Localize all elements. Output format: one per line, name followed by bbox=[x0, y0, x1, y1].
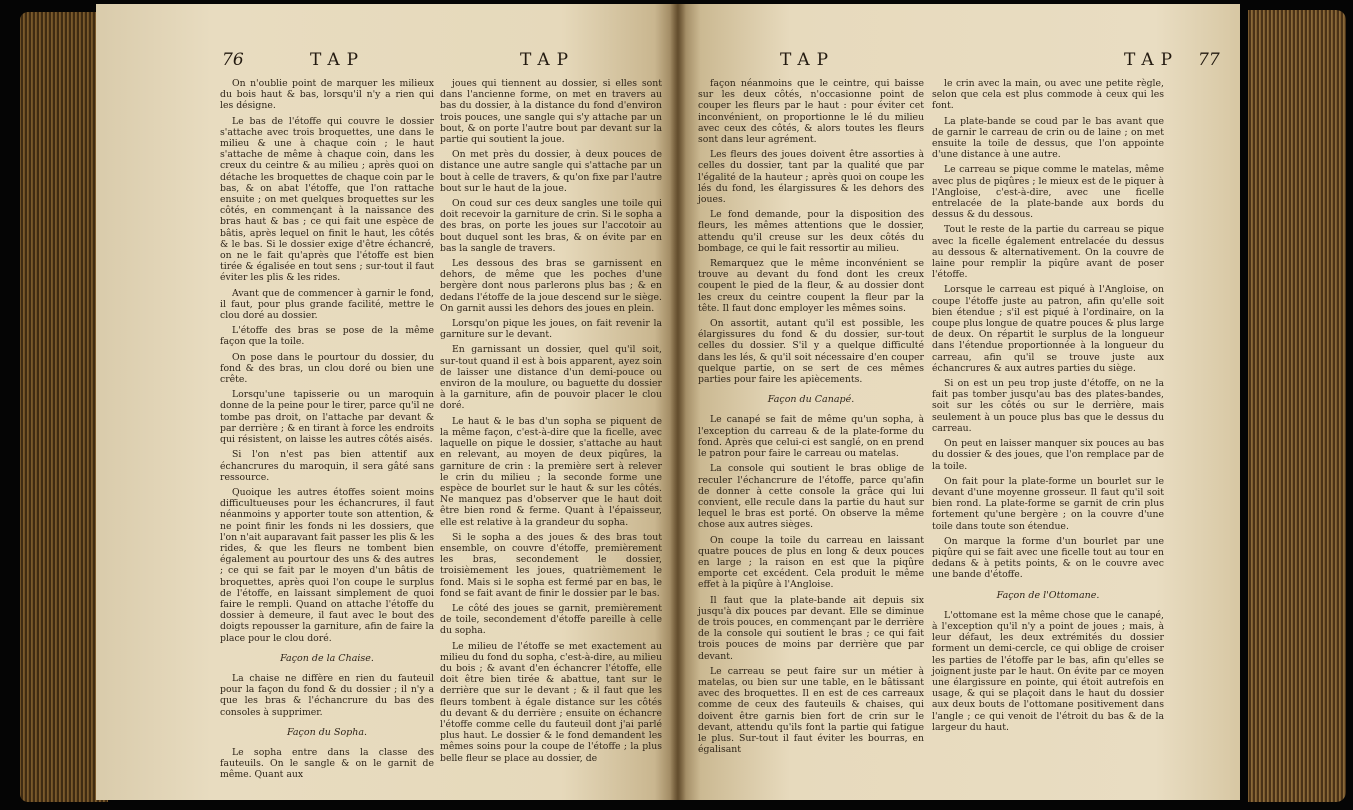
paragraph: Le côté des joues se garnit, premièrement de toile, secondement d'étoffe pareille à celle du sopha. bbox=[440, 602, 662, 637]
section-heading: Façon de l'Ottomane. bbox=[996, 589, 1100, 601]
running-head-left-1: TAP bbox=[310, 50, 366, 70]
left-page-edges bbox=[20, 12, 108, 802]
right-page bbox=[678, 4, 1240, 800]
paragraph: La console qui soutient le bras oblige de reculer l'échancrure de l'étoffe, parce qu'afin de donner à cette console la grâce qui lui convient, elle recule dans la partie du haut sur lequel le bras est porté. On observe la même chose aux autres sièges. bbox=[698, 463, 924, 531]
right-page-column-2 bbox=[932, 78, 1164, 738]
page-number-right: 77 bbox=[1198, 50, 1220, 70]
running-head-right-2: TAP bbox=[1124, 50, 1180, 70]
paragraph: On met près du dossier, à deux pouces de distance une autre sangle qui s'attache par un bout à celle de travers, & qu'on fixe par l'autre bout sur le haut de la joue. bbox=[440, 149, 662, 194]
paragraph: Les fleurs des joues doivent être assorties à celles du dossier, tant par la qualité que par l'égalité de la hauteur ; après quoi on coupe les lés du fond, les élargissures & les dehors des joues. bbox=[698, 149, 924, 206]
running-head-left-2: TAP bbox=[520, 50, 576, 70]
paragraph: façon néanmoins que le ceintre, qui baisse sur les deux côtés, n'occasionne point de couper les fleurs par le haut : pour éviter cet inconvénient, on proportionne le lé du milieu avec ceux des côtés, & alors toutes les fleurs sont dans leur agrément. bbox=[698, 78, 924, 146]
paragraph: Lorsque le carreau est piqué à l'Angloise, on coupe l'étoffe juste au patron, afin qu'elle soit bien étendue ; s'il est piqué à l'ordinaire, on la coupe plus longue de quatre pouces & plus large de deux. On répartit le surplus de la longueur dans l'étendue proportionnée à la longueur du carreau, afin qu'il se trouve juste aux échancrures & aux autres parties du siège. bbox=[932, 284, 1164, 374]
paragraph: On pose dans le pourtour du dossier, du fond & des bras, un clou doré ou bien une crête. bbox=[220, 351, 434, 386]
paragraph: On coupe la toile du carreau en laissant quatre pouces de plus en long & deux pouces en large ; la raison en est que la piqûre emporte cet excédent. Cela produit le même effet à la piqûre à l'Angloise. bbox=[698, 534, 924, 591]
right-page-column-1 bbox=[698, 78, 924, 756]
paragraph: Avant que de commencer à garnir le fond, il faut, pour plus grande facilité, mettre le clou doré au dossier. bbox=[220, 287, 434, 322]
paragraph: Quoique les autres étoffes soient moins difficultueuses pour les échancrures, il faut néanmoins y apporter toute son attention, & ne point finir les fonds ni les dossiers, que l'on n'ait auparavant fait passer les plis & les rides, & que les fleurs ne tombent bien également au pourtour des uns & des autres ; ce qui se fait par le moyen d'un bâtis de broquettes, après quoi l'on coupe le surplus de l'étoffe, en laissant simplement de quoi faire le rempli. Quand on attache l'étoffe du dossier à demeure, il faut avec le bout des doigts repousser la garniture, afin de faire la place pour le clou doré. bbox=[220, 486, 434, 644]
paragraph: La chaise ne diffère en rien du fauteuil pour la façon du fond & du dossier ; il n'y a que les bras & l'échancrure du bas des consoles à supprimer. bbox=[220, 672, 434, 718]
paragraph: L'ottomane est la même chose que le canapé, à l'exception qu'il n'y a point de joues ; mais, à leur défaut, les deux extrémités du dossier forment un demi-cercle, ce qui oblige de croiser les parties de l'étoffe par le bas, afin qu'elles se joignent juste par le haut. On évite par ce moyen une élargissure en pointe, qui étoit autrefois en usage, & qui se plaçoit dans le haut du dossier aux deux bouts de l'ottomane positivement dans l'angle ; ce qui venoit de l'étroit du bas & de la largeur du haut. bbox=[932, 609, 1164, 733]
paragraph: Le fond demande, pour la disposition des fleurs, les mêmes attentions que le dossier, attendu qu'il creuse sur les deux côtés du bombage, ce qui le fait ressortir au milieu. bbox=[698, 209, 924, 254]
paragraph: On n'oublie point de marquer les milieux du bois haut & bas, lorsqu'il n'y a rien qui les désigne. bbox=[220, 78, 434, 112]
section-heading: Façon du Sopha. bbox=[286, 726, 368, 738]
page-number-left: 76 bbox=[222, 50, 244, 70]
paragraph: Le canapé se fait de même qu'un sopha, à l'exception du carreau & de la plate-forme du fond. Après que celui-ci est sanglé, on en prend le patron pour faire le carreau ou matelas. bbox=[698, 414, 924, 460]
paragraph: Le carreau se pique comme le matelas, même avec plus de piqûres ; le mieux est de le piquer à l'Angloise, c'est-à-dire, avec une ficelle entrelacée de la plate-bande aux bords du dessus & du dessous. bbox=[932, 164, 1164, 221]
paragraph: Lorsqu'on pique les joues, on fait revenir la garniture sur le devant. bbox=[440, 318, 662, 341]
left-page-column-2 bbox=[440, 78, 662, 764]
paragraph: Le bas de l'étoffe qui couvre le dossier s'attache avec trois broquettes, une dans le milieu & une à chaque coin ; le haut s'attache de même à chaque coin, dans les creux du ceintre & au milieu ; après quoi on détache les broquettes de chaque coin par le bas, & on abat l'étoffe, que l'on rattache ensuite ; on met quelques broquettes sur les côtés, en commençant à la naissance des bras haut & bas ; ce qui fait une espèce de bâtis, après lequel on finit le haut, les côtés & le bas. Si le dossier exige d'être échancré, on ne le fait qu'après que l'étoffe est bien tirée & égalisée en tout sens ; sur-tout il faut éviter les plis & les rides. bbox=[220, 115, 434, 284]
paragraph: L'étoffe des bras se pose de la même façon que la toile. bbox=[220, 325, 434, 348]
paragraph: Le sopha entre dans la classe des fauteuils. On le sangle & on le garnit de même. Quant aux bbox=[220, 746, 434, 781]
paragraph: Si le sopha a des joues & des bras tout ensemble, on couvre d'étoffe, premièrement les bras, secondement le dossier, troisièmement les joues, quatrièmement le fond. Mais si le sopha est fermé par en bas, le fond se fait avant de finir le dossier par le bas. bbox=[440, 531, 662, 599]
paragraph: Il faut que la plate-bande ait depuis six jusqu'à dix pouces par devant. Elle se diminue de trois pouces, en commençant par le derrière de la console qui soutient le bras ; ce qui fait trois pouces de moins par derrière que par devant. bbox=[698, 594, 924, 662]
paragraph: On fait pour la plate-forme un bourlet sur le devant d'une moyenne grosseur. Il faut qu'il soit bien rond. La plate-forme se garnit de crin plus fortement qu'une bergère ; on la couvre d'une toile dans toute son étendue. bbox=[932, 475, 1164, 532]
left-page-column-1 bbox=[220, 78, 434, 781]
running-head-right-1: TAP bbox=[780, 50, 836, 70]
left-page bbox=[96, 4, 678, 800]
paragraph: joues qui tiennent au dossier, si elles sont dans l'ancienne forme, on met en travers au bas du dossier, à la distance du fond d'environ trois pouces, une sangle qui s'y attache par un bout, & on porte l'autre bout par devant sur la partie qui soutient la joue. bbox=[440, 78, 662, 146]
right-page-edges bbox=[1248, 10, 1346, 802]
book-gutter bbox=[670, 4, 686, 800]
paragraph: Si l'on n'est pas bien attentif aux échancrures du maroquin, il sera gâté sans ressource. bbox=[220, 449, 434, 483]
paragraph: Le haut & le bas d'un sopha se piquent de la même façon, c'est-à-dire que la ficelle, avec laquelle on pique le dossier, s'attache au haut en relevant, au moyen de deux piqûres, la garniture de crin : la première sert à relever le crin du milieu ; la seconde forme une espèce de bourlet sur le haut & sur les côtés. Ne manquez pas d'observer que le haut doit être bien rond & ferme. Quant à l'épaisseur, elle est relative à la grandeur du sopha. bbox=[440, 415, 662, 528]
section-heading: Façon du Canapé. bbox=[767, 394, 855, 406]
paragraph: Le milieu de l'étoffe se met exactement au milieu du fond du sopha, c'est-à-dire, au milieu du bois ; & avant d'en échancrer l'étoffe, elle doit être bien tirée & abattue, tant sur le derrière que sur le devant ; & il faut que les fleurs tombent à égale distance sur les côtés du devant & du derrière ; ensuite on échancre l'étoffe comme celle du fauteuil dont j'ai parlé plus haut. Le dossier & le fond demandent les mêmes soins pour la coupe de l'étoffe ; la plus belle fleur se place au dossier, de bbox=[440, 640, 662, 764]
paragraph: Le carreau se peut faire sur un métier à matelas, ou bien sur une table, en le bâtissant avec des broquettes. Il en est de ces carreaux comme de ceux des fauteuils & chaises, qui doivent être garnis bien fort de crin sur le devant, attendu qu'ils font la partie qui fatigue le plus. Sur-tout il faut éviter les bourras, en égalisant bbox=[698, 665, 924, 756]
paragraph: Tout le reste de la partie du carreau se pique avec la ficelle également entrelacée du dessus au dessous & alternativement. On la couvre de laine pour remplir la piqûre avant de poser l'étoffe. bbox=[932, 224, 1164, 281]
paragraph: On marque la forme d'un bourlet par une piqûre qui se fait avec une ficelle tout au tour en dedans & à petits points, & on le couvre avec une bande d'étoffe. bbox=[932, 535, 1164, 581]
paragraph: Remarquez que le même inconvénient se trouve au devant du fond dont les creux coupent le pied de la fleur, & au dossier dont les creux du ceintre coupent la fleur par la tête. Il faut donc employer les mêmes soins. bbox=[698, 258, 924, 314]
paragraph: Les dessous des bras se garnissent en dehors, de même que les poches d'une bergère dont nous parlerons plus bas ; & en dedans l'étoffe de la joue descend sur le siège. On garnit aussi les dehors des joues en plein. bbox=[440, 258, 662, 314]
paragraph: On assortit, autant qu'il est possible, les élargissures du fond & du dossier, sur-tout celles du dossier. S'il y a quelque difficulté dans les lés, & qu'il soit nécessaire d'en couper quelque partie, on se sert de ces mêmes parties pour faire les apiècements. bbox=[698, 318, 924, 386]
paragraph: Lorsqu'une tapisserie ou un maroquin donne de la peine pour le tirer, parce qu'il ne tombe pas droit, on l'attache par devant & par derrière ; & en tirant à force les endroits qui résistent, on laisse les autres côtés aisés. bbox=[220, 389, 434, 446]
paragraph: Si on est un peu trop juste d'étoffe, on ne la fait pas tomber jusqu'au bas des plates-bandes, soit sur les côtés ou sur le derrière, mais seulement à un pouce plus bas que le dessus du carreau. bbox=[932, 378, 1164, 434]
paragraph: En garnissant un dossier, quel qu'il soit, sur-tout quand il est à bois apparent, ayez soin de laisser une distance d'un demi-pouce ou environ de la moulure, ou baguette du dossier à la garniture, afin de pouvoir placer le clou doré. bbox=[440, 344, 662, 412]
paragraph: le crin avec la main, ou avec une petite règle, selon que cela est plus commode à ceux qui les font. bbox=[932, 78, 1164, 112]
section-heading: Façon de la Chaise. bbox=[280, 652, 374, 664]
paragraph: On peut en laisser manquer six pouces au bas du dossier & des joues, que l'on remplace par de la toile. bbox=[932, 438, 1164, 472]
paragraph: La plate-bande se coud par le bas avant que de garnir le carreau de crin ou de laine ; on met ensuite la toile de dessus, que l'on appointe d'une distance à une autre. bbox=[932, 115, 1164, 161]
paragraph: On coud sur ces deux sangles une toile qui doit recevoir la garniture de crin. Si le sopha a des bras, on porte les joues sur l'accotoir au bout duquel sont les bras, & on évite par en bas la sangle de travers. bbox=[440, 198, 662, 254]
